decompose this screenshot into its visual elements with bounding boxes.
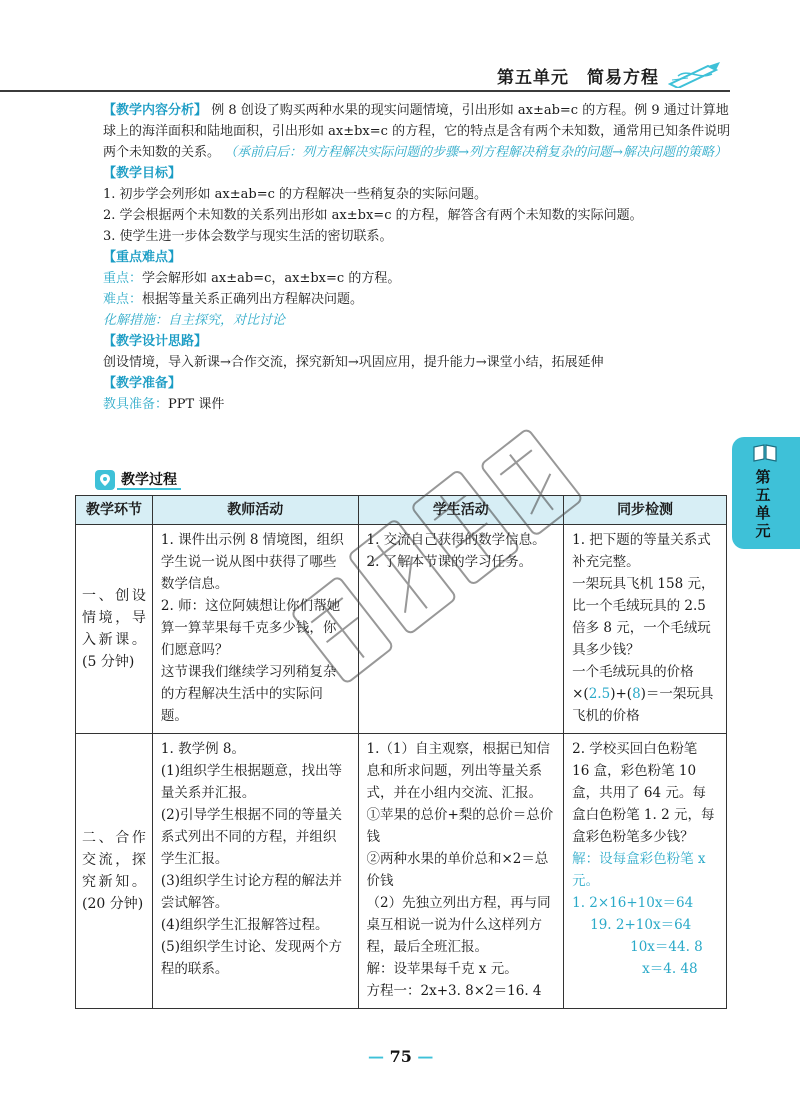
prep-text: PPT 课件 — [168, 397, 225, 412]
table-row — [76, 734, 727, 1009]
table-row — [76, 525, 727, 734]
teaching-process-table — [75, 495, 727, 1009]
book-icon — [752, 443, 778, 463]
resolve-note: 化解措施：自主探究，对比讨论 — [103, 313, 286, 328]
key-text: 学会解形如 ax±ab=c，ax±bx=c 的方程。 — [142, 271, 401, 286]
teacher-line: 这节课我们继续学习列稍复杂的方程解决生活中的实际问题。 — [160, 664, 337, 724]
teacher-line: (4)组织学生汇报解答过程。 — [160, 917, 329, 933]
header-student: 学生活动 — [358, 496, 564, 525]
prep-line — [103, 394, 733, 415]
goals-label: 教学目标 — [116, 166, 169, 181]
student-line: ①苹果的总价+梨的总价＝总价钱 — [366, 807, 554, 845]
process-heading — [95, 470, 195, 490]
teacher-line: 1. 课件出示例 8 情境图，组织学生说一说从图中获得了哪些数学信息。 — [160, 532, 344, 592]
prep-sublabel: 教具准备： — [103, 397, 169, 412]
student-line: 2. 了解本节课的学习任务。 — [366, 554, 533, 570]
teacher-cell — [152, 525, 358, 734]
process-title: 教学过程 — [117, 470, 181, 490]
goal-item: 1. 初步学会列形如 ax±ab=c 的方程解决一些稍复杂的实际问题。 — [103, 187, 488, 202]
check-problem: 一架玩具飞机 158 元，比一个毛绒玩具的 2.5 倍多 8 元，一个毛绒玩具多少钱？ — [572, 576, 715, 658]
goals-heading: 【教学目标】 — [103, 166, 182, 181]
student-line: 1.（1）自主观察，根据已知信息和所求问题，列出等量关系式，并在小组内交流、汇报。 — [366, 741, 550, 801]
check-intro: 1. 把下题的等量关系式补充完整。 — [572, 532, 711, 570]
student-line: 解：设苹果每千克 x 元。 — [366, 961, 518, 977]
header-divider — [0, 90, 730, 92]
student-line: （2）先独立列出方程，再与同桌互相说一说为什么这样列方程，最后全班汇报。 — [366, 895, 551, 955]
design-heading: 【教学设计思路】 — [103, 334, 208, 349]
teacher-cell — [152, 734, 358, 1009]
table-header-row — [76, 496, 727, 525]
student-line: ②两种水果的单价总和×2＝总价钱 — [366, 851, 549, 889]
key-points-label: 重点难点 — [116, 250, 169, 265]
check-answer-line: 10x＝44. 8 — [630, 939, 703, 955]
hard-text: 根据等量关系正确列出方程解决问题。 — [142, 292, 364, 307]
key-points-heading: 【重点难点】 — [103, 250, 182, 265]
teacher-line: (5)组织学生讨论、发现两个方程的联系。 — [160, 939, 343, 977]
stage-cell: 一、创设情境，导入新课。(5 分钟) — [76, 525, 153, 734]
content-analysis: 【教学内容分析】 例 8 创设了购买两种水果的现实问题情境，引出形如 ax±ab=c 的方程。例 9 通过计算地球上的海洋面积和陆地面积，引出形如 ax±bx=c 的方程，它的特点是含有两个未知数，通常用已知条件说明两个未知数的关系。 （承前启后：列方程解决实际问题的步骤→列方程解决稍复杂的问题→解决问题的策略） — [103, 103, 731, 160]
check-answer-line: x＝4. 48 — [642, 961, 698, 977]
header-teacher: 教师活动 — [152, 496, 358, 525]
check-problem: 2. 学校买回白色粉笔 16 盒，彩色粉笔 10 盒，共用了 64 元。每盒白色粉笔 1. 2 元，每盒彩色粉笔多少钱？ — [572, 741, 715, 845]
design-text: 创设情境，导入新课→合作交流，探究新知→巩固应用，提升能力→课堂小结，拓展延伸 — [103, 355, 604, 370]
check-answer-line: 解：设每盒彩色粉笔 x 元。 — [572, 851, 706, 889]
student-cell — [358, 734, 564, 1009]
unit-title: 第五单元 简易方程 — [497, 68, 659, 88]
content-analysis-text: 例 8 创设了购买两种水果的现实问题情境，引出形如 ax±ab=c 的方程。例 9 通过计算地球上的海洋面积和陆地面积，引出形如 ax±bx=c 的方程，它的特点是含有两个未知数，通常用已知条件说明两个未知数的关系。 — [103, 103, 731, 160]
page-header — [0, 0, 800, 100]
design-label: 教学设计思路 — [116, 334, 195, 349]
content-analysis-label: 教学内容分析 — [116, 103, 195, 118]
teacher-line: (3)组织学生讨论方程的解法并尝试解答。 — [160, 873, 343, 911]
header-check: 同步检测 — [564, 496, 727, 525]
goal-item: 2. 学会根据两个未知数的关系列出形如 ax±bx=c 的方程，解答含有两个未知数的实际问题。 — [103, 208, 643, 223]
hard-point: 难点：根据等量关系正确列出方程解决问题。 — [103, 292, 364, 307]
page-number: — 75 — — [368, 1047, 434, 1066]
header-stage: 教学环节 — [76, 496, 153, 525]
teacher-line: (2)引导学生根据不同的等量关系式列出不同的方程，并组织学生汇报。 — [160, 807, 343, 867]
answer-blank: 2.5 — [588, 686, 611, 702]
goal-item: 3. 使学生进一步体会数学与现实生活的密切联系。 — [103, 229, 393, 244]
lesson-content — [103, 100, 733, 415]
prep-heading: 【教学准备】 — [103, 376, 182, 391]
content-analysis-note: （承前启后：列方程解决实际问题的步骤→列方程解决稍复杂的问题→解决问题的策略） — [224, 145, 727, 160]
location-pin-icon — [95, 470, 115, 490]
check-answer-line: 19. 2+10x＝64 — [590, 917, 692, 933]
hard-label: 难点 — [103, 292, 130, 307]
teacher-line: 2. 师：这位阿姨想让你们帮她算一算苹果每千克多少钱，你们愿意吗？ — [160, 598, 341, 658]
key-label: 重点 — [103, 271, 130, 286]
teacher-line: (1)组织学生根据题意，找出等量关系并汇报。 — [160, 763, 343, 801]
pencil-decoration-icon — [668, 58, 728, 88]
prep-label: 教学准备 — [116, 376, 169, 391]
side-tab-label: 第五单元 — [755, 468, 771, 540]
check-answer-line: 1. 2×16+10x＝64 — [572, 895, 694, 911]
answer-blank: 8 — [632, 686, 641, 702]
student-line: 方程一：2x+3. 8×2＝16. 4 — [366, 983, 542, 999]
student-line: 1. 交流自己获得的数学信息。 — [366, 532, 546, 548]
check-cell — [564, 525, 727, 734]
stage-cell: 二、合作交流，探究新知。(20 分钟) — [76, 734, 153, 1009]
check-cell — [564, 734, 727, 1009]
teacher-line: 1. 教学例 8。 — [160, 741, 245, 757]
check-equation: 一个毛绒玩具的价格×(2.5)+(8)＝一架玩具飞机的价格 — [572, 664, 714, 724]
key-point: 重点：学会解形如 ax±ab=c，ax±bx=c 的方程。 — [103, 271, 401, 286]
student-cell — [358, 525, 564, 734]
